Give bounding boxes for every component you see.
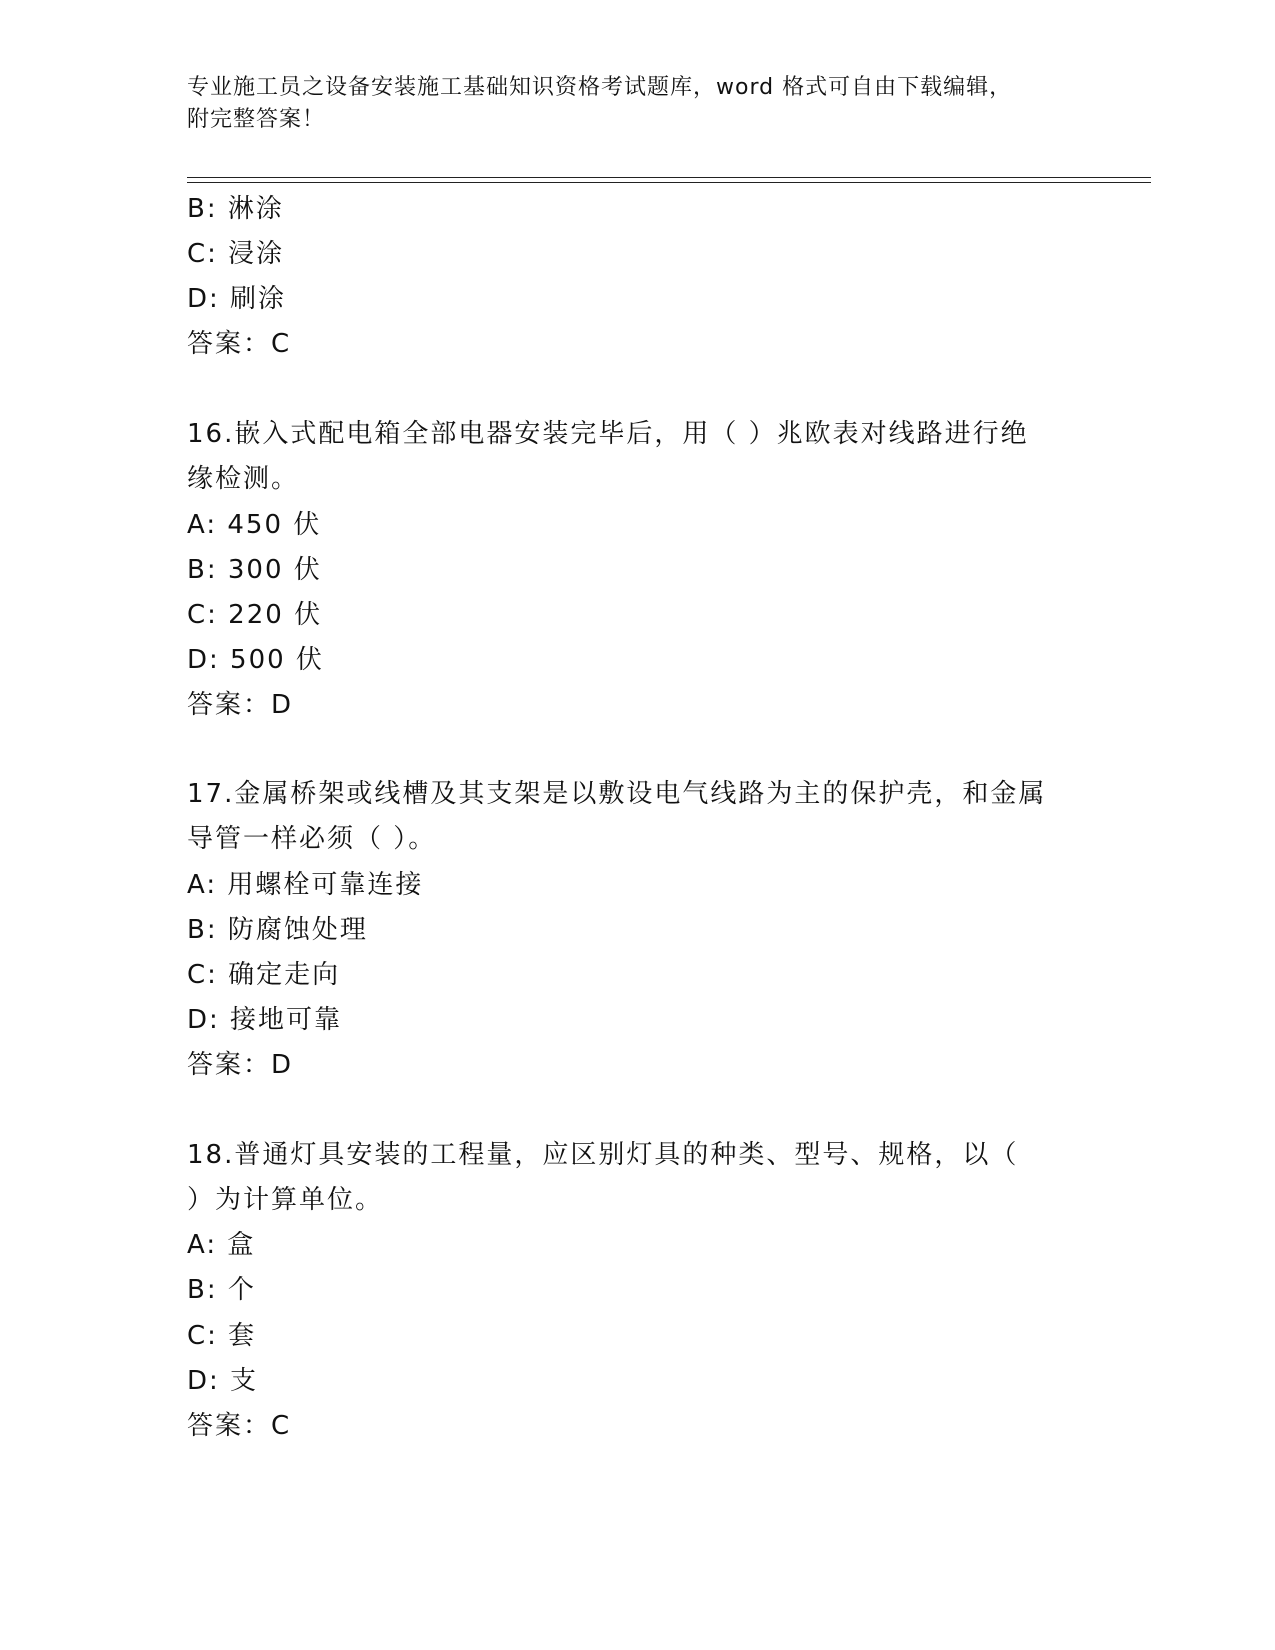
q16-option-a: A: 450 伏 — [187, 510, 322, 540]
header-line-1: 专业施工员之设备安装施工基础知识资格考试题库，word 格式可自由下载编辑， — [187, 75, 1013, 100]
q15-option-d: D: 刷涂 — [187, 284, 287, 314]
header-divider-top — [187, 177, 1151, 178]
q18-stem-line-2: ）为计算单位。 — [187, 1185, 384, 1215]
q18-option-c: C: 套 — [187, 1321, 257, 1351]
q18-option-b: B: 个 — [187, 1275, 256, 1305]
q17-option-d: D: 接地可靠 — [187, 1005, 343, 1035]
header-line-2: 附完整答案！ — [187, 107, 326, 132]
q16-stem-line-1: 16.嵌入式配电箱全部电器安装完毕后，用（ ）兆欧表对线路进行绝 — [187, 419, 1029, 449]
document-header — [187, 72, 1067, 136]
q17-option-b: B: 防腐蚀处理 — [187, 915, 368, 945]
q18-option-a: A: 盒 — [187, 1230, 256, 1260]
q18-answer: 答案：C — [187, 1411, 292, 1441]
q15-option-c: C: 浸涂 — [187, 239, 285, 269]
q16-answer: 答案：D — [187, 690, 294, 720]
header-divider-bottom — [187, 182, 1151, 183]
q17-stem-line-1: 17.金属桥架或线槽及其支架是以敷设电气线路为主的保护壳，和金属 — [187, 779, 1047, 809]
q16-option-d: D: 500 伏 — [187, 645, 324, 675]
q18-option-d: D: 支 — [187, 1366, 259, 1396]
q16-stem-line-2: 缘检测。 — [187, 464, 300, 494]
q17-option-c: C: 确定走向 — [187, 960, 341, 990]
q15-answer: 答案：C — [187, 329, 292, 359]
q18-stem-line-1: 18.普通灯具安装的工程量，应区别灯具的种类、型号、规格，以（ — [187, 1140, 1019, 1170]
q16-option-b: B: 300 伏 — [187, 555, 322, 585]
q17-stem-line-2: 导管一样必须（ ）。 — [187, 824, 437, 854]
q16-option-c: C: 220 伏 — [187, 600, 323, 630]
q15-option-b: B: 淋涂 — [187, 194, 284, 224]
q17-answer: 答案：D — [187, 1050, 294, 1080]
q17-option-a: A: 用螺栓可靠连接 — [187, 870, 424, 900]
